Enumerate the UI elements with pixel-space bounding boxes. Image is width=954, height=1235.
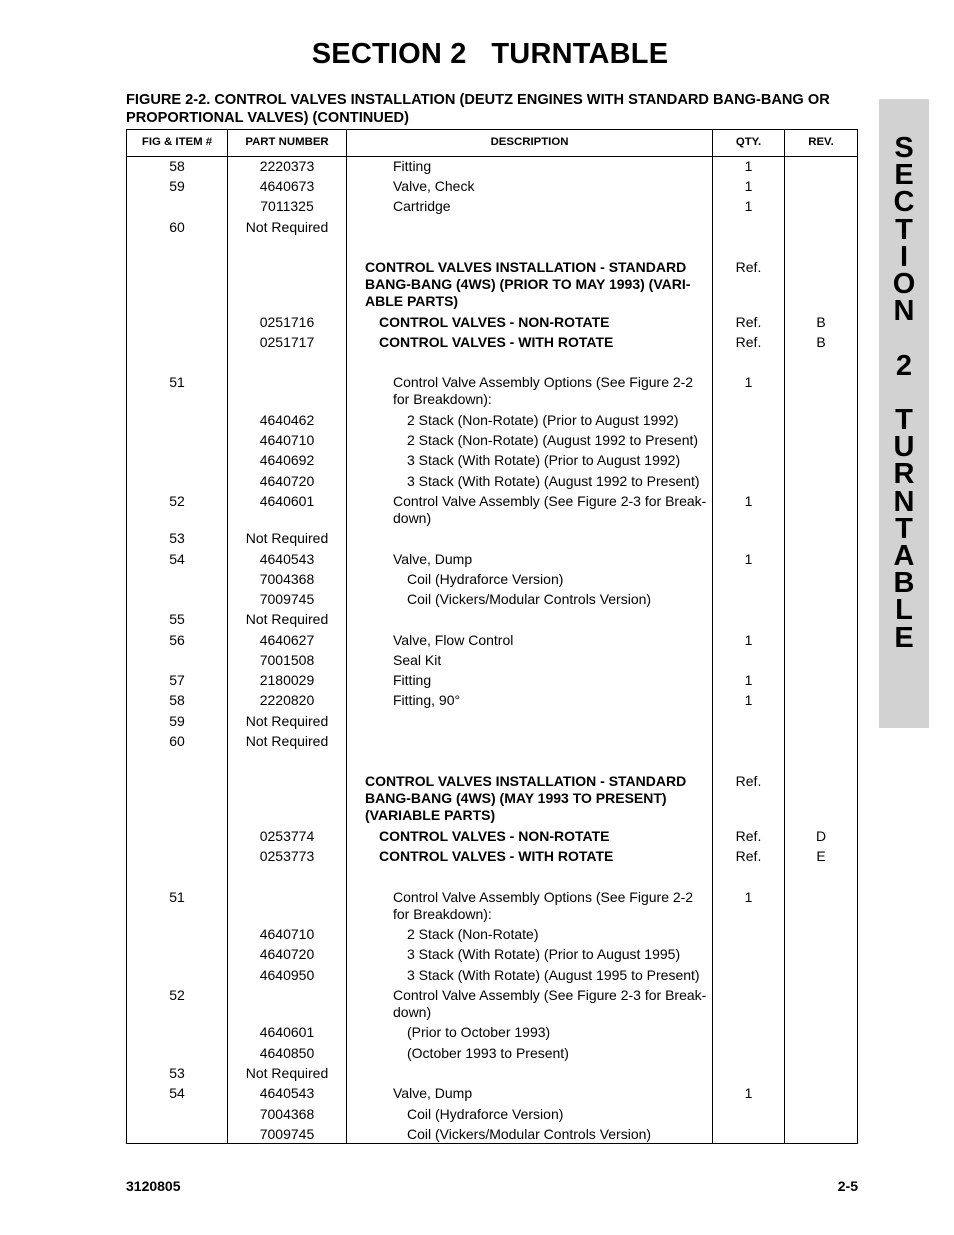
description-cell [351,987,709,1021]
description-text: CONTROL VALVES INSTALLATION - STANDARD BANG-BANG (4WS) (MAY 1993 TO PRESENT) (VARIABLE PARTS) [365,773,687,823]
column-header-fig-item: FIG & ITEM # [141,136,213,148]
qty-cell: 1 [744,178,753,194]
part-number-cell: 4640601 [259,493,315,509]
description-cell [351,1045,709,1062]
fig-item-cell: 51 [169,374,185,390]
rev-cell: E [816,848,826,864]
fig-item-cell: 58 [169,692,185,708]
description-text: Valve, Check [393,178,475,194]
part-number-cell: 4640673 [259,178,315,194]
qty-cell: 1 [744,692,753,708]
description-cell [351,828,709,845]
parts-table [126,129,858,1144]
description-text: Coil (Hydraforce Version) [407,1106,564,1122]
description-text: Control Valve Assembly (See Figure 2-3 for Break-down) [393,987,707,1020]
part-number-cell: 4640720 [259,473,315,489]
part-number-cell: Not Required [245,1065,329,1081]
part-number-cell: 7001508 [259,652,315,668]
part-number-cell: 4640601 [259,1024,315,1040]
qty-cell: 1 [744,1085,753,1101]
description-cell [351,432,709,449]
part-number-cell: Not Required [245,713,329,729]
description-text: Fitting [393,672,432,688]
description-cell [351,473,709,490]
description-text: CONTROL VALVES INSTALLATION - STANDARD BANG-BANG (4WS) (PRIOR TO MAY 1993) (VARI-ABLE PARTS) [365,259,691,309]
qty-cell: Ref. [735,314,762,330]
description-cell [351,591,709,608]
qty-cell: 1 [744,198,753,214]
fig-item-cell: 56 [169,632,185,648]
description-text: Cartridge [393,198,451,214]
description-cell [351,773,709,824]
fig-item-cell: 54 [169,551,185,567]
column-header-description: DESCRIPTION [490,136,569,148]
qty-cell: Ref. [735,848,762,864]
part-number-cell: 4640543 [259,551,315,567]
fig-item-cell: 60 [169,219,185,235]
part-number-cell: 2220373 [259,158,315,174]
side-tab-letter: R [893,458,915,491]
side-tab-letter: N [893,485,915,518]
fig-item-cell: 57 [169,672,185,688]
description-text: Coil (Vickers/Modular Controls Version) [407,591,652,607]
side-tab-letter: E [894,159,914,192]
column-header-part-number: PART NUMBER [245,136,329,148]
fig-item-cell: 59 [169,178,185,194]
description-text: Valve, Flow Control [393,632,514,648]
description-text: 3 Stack (With Rotate) (August 1995 to Present) [407,967,700,983]
description-cell [351,571,709,588]
fig-item-cell: 52 [169,493,185,509]
part-number-cell: 2220820 [259,692,315,708]
description-text: Seal Kit [393,652,442,668]
description-cell [351,198,709,215]
description-cell [351,1024,709,1041]
part-number-cell: Not Required [245,733,329,749]
part-number-cell: 0251717 [259,334,315,350]
description-cell [351,1106,709,1123]
description-cell [351,259,709,310]
document-number: 3120805 [126,1178,181,1194]
description-text: CONTROL VALVES - WITH ROTATE [379,848,614,864]
description-text: Fitting, 90° [393,692,461,708]
qty-cell: Ref. [735,259,762,275]
part-number-cell: 4640627 [259,632,315,648]
rev-cell: B [816,314,826,330]
side-tab-letter: I [899,240,909,273]
fig-item-cell: 59 [169,713,185,729]
side-tab-label [879,132,929,654]
description-text: Coil (Vickers/Modular Controls Version) [407,1126,652,1142]
part-number-cell: 4640462 [259,412,315,428]
part-number-cell: 2180029 [259,672,315,688]
description-text: Control Valve Assembly Options (See Figure 2-2 for Breakdown): [393,889,694,922]
part-number-cell: 4640710 [259,432,315,448]
side-tab-letter: U [893,431,915,464]
section-title: SECTION 2 TURNTABLE [311,38,669,70]
description-cell [351,848,709,865]
side-tab-letter: T [895,213,913,246]
description-cell [351,412,709,429]
qty-cell: Ref. [735,828,762,844]
description-cell [351,652,709,669]
rev-cell: B [816,334,826,350]
side-tab-letter: T [895,404,913,437]
fig-item-cell: 52 [169,987,185,1003]
qty-cell: 1 [744,158,753,174]
side-tab-letter [879,325,929,352]
side-tab-letter: E [894,621,914,654]
fig-item-cell: 51 [169,889,185,905]
qty-cell: 1 [744,632,753,648]
part-number-cell: 4640543 [259,1085,315,1101]
description-text: Control Valve Assembly (See Figure 2-3 for Break-down) [393,493,707,526]
description-cell [351,967,709,984]
qty-cell: 1 [744,889,753,905]
part-number-cell: 4640950 [259,967,315,983]
side-tab-letter: N [893,295,915,328]
description-text: 3 Stack (With Rotate) (Prior to August 1995) [407,946,681,962]
description-cell [351,334,709,351]
fig-item-cell: 55 [169,611,185,627]
qty-cell: 1 [744,374,753,390]
side-tab-letter: T [895,512,913,545]
qty-cell: Ref. [735,773,762,789]
description-cell [351,692,709,709]
part-number-cell: 4640850 [259,1045,315,1061]
part-number-cell: 0253773 [259,848,315,864]
description-cell [351,1126,709,1143]
part-number-cell: 0251716 [259,314,315,330]
column-divider [784,130,785,1143]
description-cell [351,1085,709,1102]
description-text: Control Valve Assembly Options (See Figure 2-2 for Breakdown): [393,374,694,407]
description-text: 2 Stack (Non-Rotate) [407,926,539,942]
column-divider [346,130,347,1143]
side-tab-letter: B [893,567,915,600]
part-number-cell: 4640720 [259,946,315,962]
rev-cell: D [815,828,827,844]
fig-item-cell: 60 [169,733,185,749]
column-header-qty: QTY. [735,136,762,148]
part-number-cell: 7009745 [259,1126,315,1142]
part-number-cell: 7011325 [260,198,314,214]
description-cell [351,178,709,195]
description-cell [351,493,709,527]
description-cell [351,926,709,943]
side-tab-letter [879,380,929,407]
side-tab-letter: A [893,540,915,573]
description-cell [351,374,709,408]
description-text: CONTROL VALVES - NON-ROTATE [379,828,610,844]
fig-item-cell: 58 [169,158,185,174]
description-cell [351,452,709,469]
description-text: 2 Stack (Non-Rotate) (August 1992 to Present) [407,432,699,448]
side-tab-letter: L [895,594,913,627]
description-cell [351,946,709,963]
description-cell [351,672,709,689]
part-number-cell: 7004368 [259,571,315,587]
description-text: Coil (Hydraforce Version) [407,571,564,587]
description-text: CONTROL VALVES - WITH ROTATE [379,334,614,350]
description-text: (Prior to October 1993) [407,1024,551,1040]
fig-item-cell: 53 [169,530,185,546]
description-text: CONTROL VALVES - NON-ROTATE [379,314,610,330]
side-tab-letter: S [894,132,914,164]
column-header-rev: REV. [808,136,834,148]
figure-caption: FIGURE 2-2. CONTROL VALVES INSTALLATION (DEUTZ ENGINES WITH STANDARD BANG-BANG OR PROPORTIONAL VALVES) (CONTINUED) [126,92,830,126]
description-cell [351,158,709,175]
part-number-cell: Not Required [245,611,329,627]
description-cell [351,551,709,568]
description-text: 2 Stack (Non-Rotate) (Prior to August 1992) [407,412,679,428]
description-cell [351,314,709,331]
description-text: (October 1993 to Present) [407,1045,569,1061]
qty-cell: 1 [744,672,753,688]
description-text: 3 Stack (With Rotate) (Prior to August 1992) [407,452,681,468]
part-number-cell: 0253774 [259,828,315,844]
part-number-cell: Not Required [245,219,329,235]
qty-cell: Ref. [735,334,762,350]
qty-cell: 1 [744,493,753,509]
part-number-cell: 4640692 [259,452,315,468]
side-tab-letter: O [892,268,916,301]
description-text: Valve, Dump [393,1085,473,1101]
description-text: Valve, Dump [393,551,473,567]
description-cell [351,889,709,923]
qty-cell: 1 [744,551,753,567]
description-text: 3 Stack (With Rotate) (August 1992 to Present) [407,473,700,489]
side-tab-letter: 2 [895,349,913,382]
part-number-cell: 4640710 [259,926,315,942]
fig-item-cell: 53 [169,1065,185,1081]
page-number: 2-5 [837,1178,858,1194]
header-divider [127,156,857,157]
section-side-tab [879,99,929,728]
part-number-cell: Not Required [245,530,329,546]
part-number-cell: 7009745 [259,591,315,607]
fig-item-cell: 54 [169,1085,185,1101]
part-number-cell: 7004368 [259,1106,315,1122]
side-tab-letter: C [893,186,915,219]
description-cell [351,632,709,649]
description-text: Fitting [393,158,432,174]
